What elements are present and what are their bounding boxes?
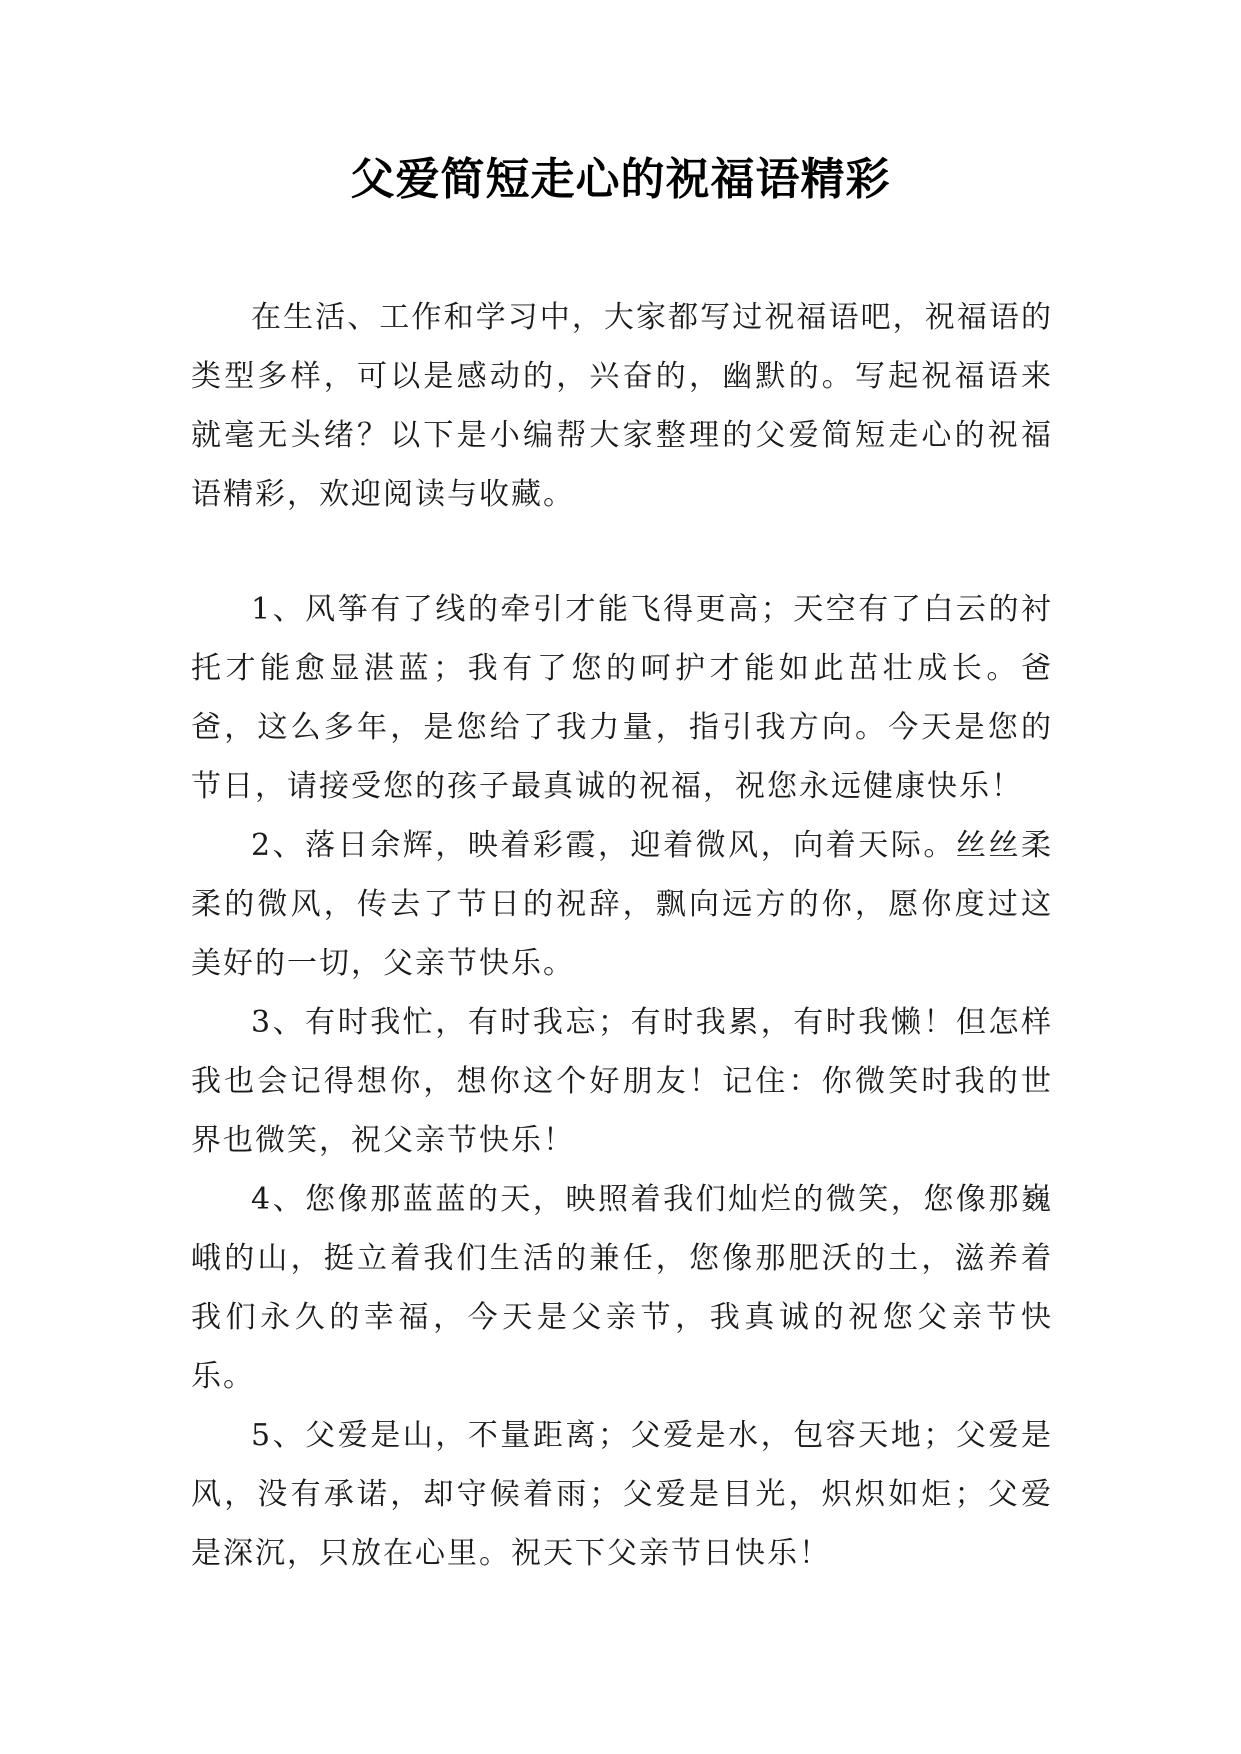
blessings-list: [191, 580, 1053, 1583]
list-item: 5、父爱是山，不量距离；父爱是水，包容天地；父爱是风，没有承诺，却守候着雨；父爱是目光，炽炽如炬；父爱是深沉，只放在心里。祝天下父亲节日快乐！: [191, 1418, 1053, 1571]
document-title: 父爱简短走心的祝福语精彩: [350, 154, 891, 205]
intro-section: [191, 288, 1053, 524]
list-item: 1、风筝有了线的牵引才能飞得更高；天空有了白云的衬托才能愈显湛蓝；我有了您的呵护才能如此茁壮成长。爸爸，这么多年，是您给了我力量，指引我方向。今天是您的节日，请接受您的孩子最真诚的祝福，祝您永远健康快乐！: [191, 592, 1053, 804]
list-item: 3、有时我忙，有时我忘；有时我累，有时我懒！但怎样我也会记得想你，想你这个好朋友！记住：你微笑时我的世界也微笑，祝父亲节快乐！: [191, 1005, 1053, 1158]
list-item: 4、您像那蓝蓝的天，映照着我们灿烂的微笑，您像那巍峨的山，挺立着我们生活的兼任，您像那肥沃的土，滋养着我们永久的幸福，今天是父亲节，我真诚的祝您父亲节快乐。: [191, 1182, 1053, 1394]
list-item: 2、落日余辉，映着彩霞，迎着微风，向着天际。丝丝柔柔的微风，传去了节日的祝辞，飘向远方的你，愿你度过这美好的一切，父亲节快乐。: [191, 828, 1053, 981]
intro-paragraph: 在生活、工作和学习中，大家都写过祝福语吧，祝福语的类型多样，可以是感动的，兴奋的，幽默的。写起祝福语来就毫无头绪？以下是小编帮大家整理的父爱简短走心的祝福语精彩，欢迎阅读与收藏。: [191, 300, 1053, 512]
